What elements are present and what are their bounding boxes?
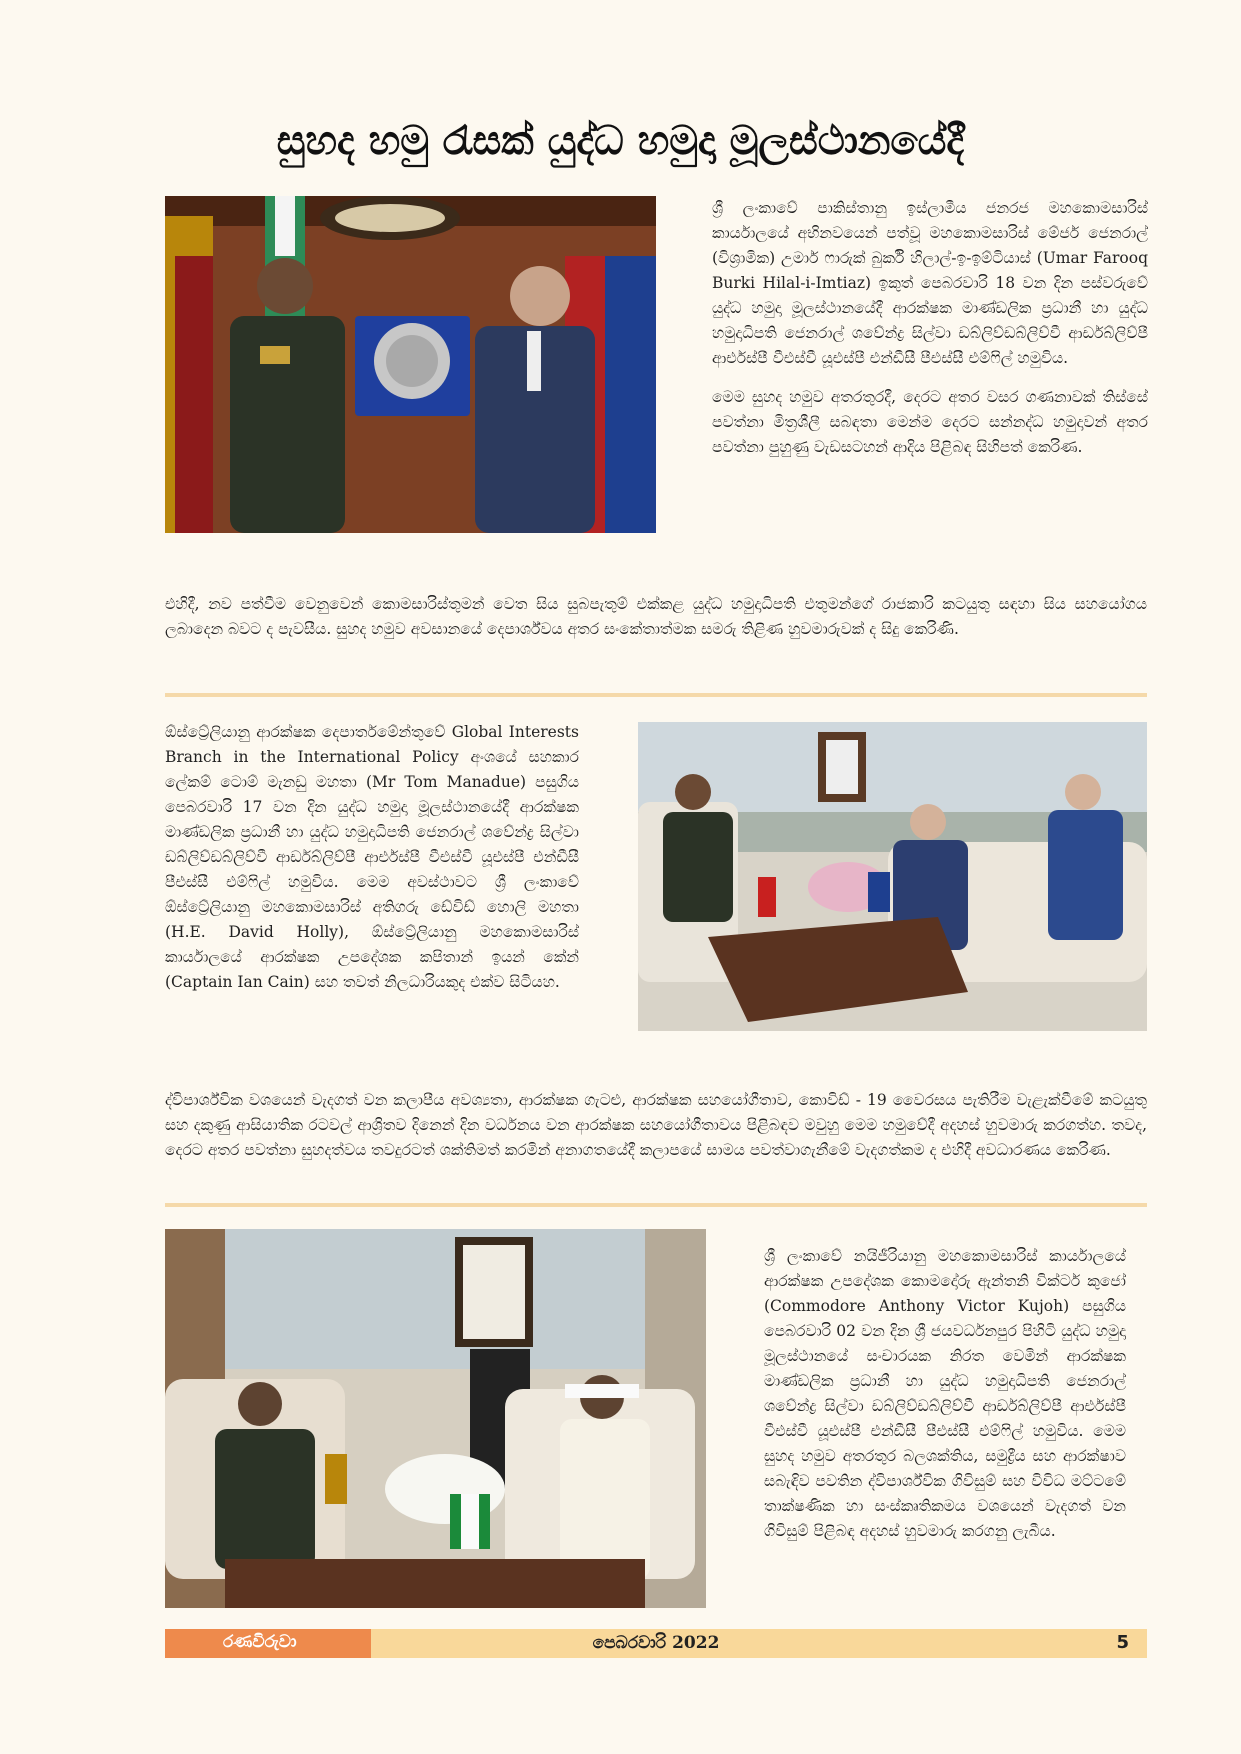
section1-paragraph-2: මෙම සුහද හමුව අතරතුරදී, දෙරට අතර වසර ගණනාවක් තිස්සේ පවත්නා මිත්‍රශීලී සබඳතා මෙන්ම දෙරට සන්නද්ධ හමුදාවන් අතර පවත්නා පුහුණු වැඩසටහන් ආදිය පිළිබඳ සිහිපත් කෙරිණ.	[712, 388, 1148, 456]
section3-paragraph-1-block	[764, 1244, 1126, 1558]
section-divider-2	[165, 1203, 1147, 1207]
photo-plaque-presentation	[165, 196, 656, 533]
footer-date: පෙබරවාරි 2022	[592, 1633, 720, 1653]
section1-paragraph-3-block	[165, 592, 1147, 656]
section-divider-1	[165, 693, 1147, 697]
section2-paragraph-1: ඕස්ට්‍රේලියානු ආරක්ෂක දෙපාර්තමේන්තුවේ Global Interests Branch in the International Policy අංශයේ සහකාර ලේකම් ටොම් මැනඩු මහතා (Mr Tom Manadue) පසුගිය පෙබරවාරි 17 වන දින යුද්ධ හමුදා මූලස්ථානයේදී ආරක්ෂක මාණ්ඩලික ප්‍රධානී හා යුද්ධ හමුදාධිපති ජෙනරාල් ශවේන්ද්‍ර සිල්වා ඩබ්ලිව්ඩබ්ලිව්වී ආර්ඩබ්ලිව්පී ආර්එස්පී වීඑස්වී යූඑස්පී එන්ඩීසී පීඑස්සී එම්ෆිල් හමුවිය. මෙම අවස්ථාවට ශ්‍රී ලංකාවේ ඕස්ට්‍රේලියානු මහකොමසාරිස් අතිගරු ඩේවිඩ් හොලි මහතා (H.E. David Holly), ඕස්ට්‍රේලියානු මහකොමසාරිස් කාර්යාලයේ ආරක්ෂක උපදේශක කපිතාන් ඉයන් කේන් (Captain Ian Cain) සහ තවත් නිලධාරියකුද එක්ව සිටියහ.	[165, 723, 579, 991]
section2-paragraph-1-block	[165, 720, 579, 1009]
section1-paragraph-3: එහිදී, නව පත්වීම වෙනුවෙන් කොමසාරිස්තුමන් වෙත සිය සුබපැතුම් එක්කළ යුද්ධ හමුදාධිපති එතුමන්ගේ රාජකාරි කටයුතු සඳහා සිය සහයෝගය ලබාදෙන බවට ද පැවසීය. සුහද හමුව අවසානයේ දෙපාර්ශ්වය අතර සංකේතාත්මක සමරු තිළිණ හුවමාරුවක් ද සිදු කෙරිණි.	[165, 595, 1147, 638]
page-title: සුහද හමු රැසක් යුද්ධ හමුදා මූලස්ථානයේදී	[276, 118, 965, 164]
page-number: 5	[1116, 1632, 1129, 1653]
page-footer	[165, 1629, 1147, 1658]
photo-nigerian-adviser-meeting	[165, 1229, 706, 1608]
footer-publication-name: රණවිරුවා	[165, 1629, 371, 1658]
section3-paragraph-1: ශ්‍රී ලංකාවේ නයිජීරියානු මහකොමසාරිස් කාර්යාලයේ ආරක්ෂක උපදේශක කොමදෝරු ඇන්තනි වික්ටර් කුජෝ (Commodore Anthony Victor Kujoh) පසුගිය පෙබරවාරි 02 වන දින ශ්‍රී ජයවර්ධනපුර පිහිටි යුද්ධ හමුදා මූලස්ථානයේ සංචාරයක නිරත වෙමින් ආරක්ෂක මාණ්ඩලික ප්‍රධානී හා යුද්ධ හමුදාධිපති ජෙනරාල් ශවේන්ද්‍ර සිල්වා ඩබ්ලිව්ඩබ්ලිව්වී ආර්ඩබ්ලිව්පී ආර්එස්පී වීඑස්වී යූඑස්පී එන්ඩීසී පීඑස්සී එම්ෆිල් හමුවිය. මෙම සුහද හමුව අතරතුර බලශක්තිය, සමුද්‍රීය සහ ආරක්ෂාව සබැඳිව පවතින ද්විපාර්ශ්වික ගිවිසුම් සහ විවිධ මට්ටමේ තාක්ෂණික හා සංස්කෘතිකමය වශයෙන් වැදගත් වන ගිවිසුම් පිළිබඳ අදහස් හුවමාරු කරගනු ලැබීය.	[764, 1247, 1126, 1540]
photo-australian-delegation	[638, 722, 1147, 1031]
section2-paragraph-2: ද්විපාර්ශ්වික වශයෙන් වැදගත් වන කලාපීය අවශ්‍යතා, ආරක්ෂක ගැටළු, ආරක්ෂක සහයෝගීතාව, කොවිඩ් - 19 වෛරසය පැතිරීම වැළැක්වීමේ කටයුතු සහ දකුණු ආසියාතික රටවල් ආශ්‍රිතව දිනෙන් දින වර්ධනය වන ආරක්ෂක සහයෝගීතාවය පිළිබඳව මවුහු මෙම හමුවේදී අදහස් හුවමාරු කරගත්හ. තවද, දෙරට අතර පවත්නා සුහදත්වය තවදුරටත් ශක්තිමත් කරමින් අනාගතයේදී කලාපයේ සාමය පවත්වාගැනීමේ වැදගත්කම ද එහිදී අවධාරණය කෙරිණ.	[165, 1091, 1147, 1159]
section2-paragraph-2-block	[165, 1088, 1147, 1177]
section1-paragraph-1: ශ්‍රී ලංකාවේ පාකිස්තානු ඉස්ලාමීය ජනරජ මහකොමසාරිස් කාර්යාලයේ අභිනවයෙන් පත්වූ මහකොමසාරිස් මේජර් ජෙනරාල් (විශ්‍රාමික) උමාර් ෆාරුක් බුර්කි හිලාල්-ඉ-ඉම්ටියාස් (Umar Farooq Burki Hilal-i-Imtiaz) ඉකුත් පෙබරවාරි 18 වන දින පස්වරුවේ යුද්ධ හමුදා මූලස්ථානයේදී ආරක්ෂක මාණ්ඩලික ප්‍රධානී හා යුද්ධ හමුදාධිපති ජෙනරාල් ශවේන්ද්‍ර සිල්වා ඩබ්ලිව්ඩබ්ලිව්වී ආර්ඩබ්ලිව්පී ආර්එස්පී වීඑස්වී යූඑස්පී එන්ඩීසී පීඑස්සී එම්ෆිල් හමුවිය.	[712, 199, 1148, 367]
article-paragraph-1	[712, 196, 1148, 474]
